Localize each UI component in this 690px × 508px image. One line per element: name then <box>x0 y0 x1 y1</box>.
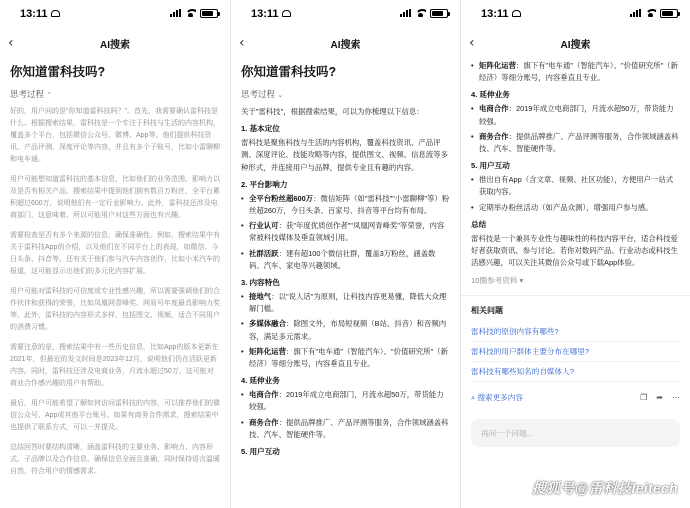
item-text: ：获"年度优质创作者""凤凰网青峰奖"等荣誉，内容常被科技媒体及垂直领域引用。 <box>249 221 445 243</box>
wifi-icon <box>645 9 656 17</box>
item-label: 矩阵化运营 <box>249 346 286 356</box>
question-title: 你知道雷科技吗? <box>241 65 337 79</box>
nav-title: AI搜索 <box>330 39 361 51</box>
list-item: • 矩阵化运营：旗下有"电车通"（智能汽车）、"价值研究所"（新经济）等细分账号，内容垂直且专业。 <box>471 61 678 83</box>
screen-panel-3 <box>460 0 690 508</box>
item-text: ：提供品牌推广、产品评测等服务，合作领域涵盖科技、汽车、智能硬件等。 <box>479 131 679 154</box>
item-text: ：旗下有"电车通"（智能汽车）、"价值研究所"（新经济）等细分账号，内容垂直且专业。 <box>479 61 678 83</box>
status-time: 13:11 <box>251 8 279 20</box>
question-title: 你知道雷科技吗? <box>10 65 106 79</box>
think-paragraph: 用户可能对雷科技的可信度或专业性感兴趣，所以需要强调他们的合作伙伴和获得的荣誉，比如凤凰网青峰奖、网易号年度最具影响力奖等。此外，雷科技的内容形式多样，包括图文、视频，适合不同用户的消费习惯。 <box>10 288 220 331</box>
list-item: • 商务合作：提供品牌推广、产品评测等服务，合作领域涵盖科技、汽车、智能硬件等。 <box>471 131 679 154</box>
battery-icon <box>660 9 678 18</box>
item-text: ：以"说人话"为原则，让科技内容更易懂，降低大众理解门槛。 <box>249 292 447 314</box>
battery-icon <box>200 9 218 18</box>
search-icon: ⌕ <box>471 393 476 403</box>
content <box>461 60 690 447</box>
think-paragraph: 最后，用户可能希望了解如何访问雷科技的内容，可以推荐他们的微信公众号、App或其他平台账号。如果有商务合作需求，搜索结果中也提供了联系方式，可以一并提及。 <box>10 400 220 431</box>
section-heading: 2. 平台影响力 <box>241 179 288 189</box>
think-paragraph: 总结回答时要结构清晰，涵盖雷科技的主要业务、影响力、内容形式、子品牌以及合作信息，确保信息全面且准确，同时保持语言温暖自然，符合用户的情感需求。 <box>10 444 220 475</box>
think-process <box>10 106 220 478</box>
bell-icon <box>51 10 60 17</box>
signal-icon <box>630 9 641 17</box>
list-item: • 接地气：以"说人话"为原则，让科技内容更易懂，降低大众理解门槛。 <box>241 292 447 314</box>
screen-panel-1 <box>0 0 230 508</box>
copy-icon[interactable]: ❐ <box>640 393 648 403</box>
summary-heading: 总结 <box>471 219 487 229</box>
list-item: • 商务合作：提供品牌推广、产品评测等服务，合作领域涵盖科技、汽车、智能硬件等。 <box>241 417 449 439</box>
back-arrow-icon[interactable]: ‹ <box>8 35 14 51</box>
think-toggle[interactable] <box>10 88 220 100</box>
status-time: 13:11 <box>481 8 509 20</box>
back-arrow-icon[interactable]: ‹ <box>239 35 245 51</box>
section-heading: 4. 延伸业务 <box>471 90 510 100</box>
item-label: 商务合作 <box>249 417 279 427</box>
divider <box>461 295 690 296</box>
item-text: ：微信矩阵（如"雷科技""小雷聊柳"等）粉丝超260万，今日头条、百家号、抖音等平台均有布局。 <box>249 193 450 216</box>
item-text: 推出自有App（含文章、视频、社区功能），方便用户一站式获取内容。 <box>479 175 674 197</box>
think-paragraph: 用户可能想知道雷科技的基本信息，比如他们的业务范围、影响力以及是否有相关产品。搜索结果中提到他们拥有数百万粉丝，全平台累积超过600万，说明他们有一定行业影响力。此外，雷科技还涉及电商部门，这意味着，所以可能用户对这些方面也有兴趣。 <box>10 176 220 219</box>
section-heading: 5. 用户互动 <box>241 447 280 457</box>
status-bar <box>0 0 230 26</box>
list-item: • 矩阵化运营：旗下有"电车通"（智能汽车）、"价值研究所"（新经济）等细分账号，内容垂直且专业。 <box>241 346 448 369</box>
status-icons <box>170 9 218 18</box>
chevron-up-icon: ⌃ <box>46 92 53 99</box>
status-icons <box>630 9 678 18</box>
list-item: • 推出自有App（含文章、视频、社区功能），方便用户一站式获取内容。 <box>471 174 680 198</box>
item-text: ：除图文外，布局短视频（B站、抖音）和音频内容，满足多元需求。 <box>249 319 447 341</box>
item-label: 社群活跃 <box>249 248 279 258</box>
item-text: ：2019年成立电商部门，月流水超50万，带货能力较强。 <box>479 104 674 126</box>
bell-icon <box>512 10 521 17</box>
item-text: ：建有超100个微信社群，覆盖3万粉丝，涵盖数码、汽车、家电等兴趣领域。 <box>249 248 436 270</box>
status-icons <box>400 9 448 18</box>
signal-icon <box>400 9 411 17</box>
nav-title: AI搜索 <box>100 39 130 51</box>
bell-icon <box>282 10 291 17</box>
section-heading: 4. 延伸业务 <box>241 376 280 386</box>
list-item: • 行业认可：获"年度优质创作者""凤凰网青峰奖"等荣誉，内容常被科技媒体及垂直领域引用。 <box>241 221 445 243</box>
item-label: 多媒体融合 <box>249 319 286 329</box>
think-toggle[interactable] <box>241 88 450 100</box>
more-icon[interactable]: ⋯ <box>672 393 680 403</box>
list-item: • 全平台粉丝超600万：微信矩阵（如"雷科技""小雷聊柳"等）粉丝超260万，今日头条、百家号、抖音等平台均有布局。 <box>241 193 450 216</box>
item-label: 矩阵化运营 <box>479 61 516 70</box>
list-item: • 社群活跃：建有超100个微信社群，覆盖3万粉丝，涵盖数码、汽车、家电等兴趣领域。 <box>241 248 436 270</box>
input-placeholder: 再问一个问题... <box>481 428 533 438</box>
share-icon[interactable]: ➦ <box>656 393 663 403</box>
think-label: 思考过程 <box>10 89 45 99</box>
think-paragraph: 好的，用户问的是"你知道雷科技吗？"。首先，我需要确认雷科技是什么。根据搜索结果，雷科技是一个专注于科技与生活的内容机构，覆盖多个平台，包括微信公众号、微博、App等。他们提供科技资讯、产品评测、深度评论等内容，并且有多个子账号，比如小雷聊柳和电车通。 <box>10 108 220 163</box>
answer-intro: 关于"雷科技"，根据搜索结果，可以为你梳理以下信息： <box>241 107 424 116</box>
section-text: 雷科技是聚焦科技与生活的内容机构，覆盖科技资讯、产品评测、深度评论、技能攻略等内容，提供图文、视频、信息流等多种形式，并连接用户与品牌，提供专业且有趣的内容。 <box>241 138 448 172</box>
nav-bar <box>461 26 690 60</box>
signal-icon <box>170 9 181 17</box>
item-text: ：旗下有"电车通"（智能汽车）、"价值研究所"（新经济）等细分账号，内容垂直且专业。 <box>249 346 448 369</box>
section-heading: 3. 内容特色 <box>241 278 280 288</box>
action-bar <box>471 392 680 403</box>
related-question[interactable]: 雷科技有哪些知名的自媒体人? <box>471 362 680 382</box>
section-heading: 1. 基本定位 <box>241 124 280 134</box>
item-label: 电商合作 <box>479 104 509 114</box>
list-item: • 电商合作：2019年成立电商部门，月流水超50万，带货能力较强。 <box>471 104 674 126</box>
think-label: 思考过程 <box>241 89 276 99</box>
list-item: • 电商合作：2019年成立电商部门，月流水超50万，带货能力较强。 <box>241 390 444 412</box>
chevron-down-icon: ⌄ <box>277 92 284 99</box>
list-item: • 多媒体融合：除图文外，布局短视频（B站、抖音）和音频内容，满足多元需求。 <box>241 319 447 341</box>
related-heading: 相关问题 <box>471 306 503 316</box>
item-text: ：提供品牌推广、产品评测等服务，合作领域涵盖科技、汽车、智能硬件等。 <box>249 417 449 439</box>
related-question[interactable]: 雷科技的用户群体主要分布在哪里? <box>471 342 680 362</box>
content <box>0 62 230 478</box>
status-bar <box>231 0 460 26</box>
list-item: • 定期举办粉丝活动（如产品众测），增强用户参与感。 <box>471 202 680 214</box>
item-label: 接地气 <box>249 292 272 302</box>
wifi-icon <box>185 9 196 17</box>
summary-text: 雷科技是一个兼具专业性与趣味性的科技内容平台，适合科技爱好者获取资讯、参与讨论。若你对数码产品、行业动态或科技生活感兴趣，可以关注其微信公众号或下载App体验。 <box>471 233 678 268</box>
battery-icon <box>430 9 448 18</box>
nav-bar <box>231 26 460 60</box>
item-label: 全平台粉丝超600万 <box>249 193 314 203</box>
related-question[interactable]: 雷科技的原创内容有哪些? <box>471 322 680 342</box>
references-toggle[interactable]: 10圈参考资料 ▾ <box>471 276 524 286</box>
watermark: 搜狐号@雷科技leitech <box>531 480 678 496</box>
action-icons <box>640 393 680 402</box>
item-label: 电商合作 <box>249 390 279 400</box>
item-text: 定期举办粉丝活动（如产品众测），增强用户参与感。 <box>479 202 653 212</box>
item-label: 商务合作 <box>479 131 509 141</box>
item-text: ：2019年成立电商部门，月流水超50万，带货能力较强。 <box>249 390 444 412</box>
section-heading: 5. 用户互动 <box>471 161 510 171</box>
think-paragraph: 需要注意的是，搜索结果中有一些历史信息，比如App的版本更新在2021年，但最近的发文时间是2023年12月，说明他们仍在活跃更新内容。同时，雷科技还涉及电商业务，月流水超过50万，这可能对商业合作感兴趣的用户有帮助。 <box>10 344 219 387</box>
search-more-button[interactable] <box>471 392 523 403</box>
search-more-label: 搜索更多内容 <box>477 393 523 403</box>
screen-panel-2 <box>230 0 460 508</box>
content <box>231 62 460 457</box>
think-paragraph: 需要检查是否有多个来源的信息，确保准确性。例如，搜索结果中有关于雷科技App的介绍，以及他们在不同平台上的表现，如微信、今日头条、抖音等。还有关于他们参与汽车内容创作，比如小米汽车的报道，这可能显示出他们的多元化内容扩展。 <box>10 232 220 275</box>
nav-title: AI搜索 <box>560 39 591 51</box>
followup-input[interactable] <box>471 419 680 447</box>
nav-bar <box>0 26 230 60</box>
wifi-icon <box>415 9 426 17</box>
back-arrow-icon[interactable]: ‹ <box>469 35 475 51</box>
item-label: 行业认可 <box>249 221 279 231</box>
status-bar <box>461 0 690 26</box>
status-time: 13:11 <box>20 8 48 20</box>
